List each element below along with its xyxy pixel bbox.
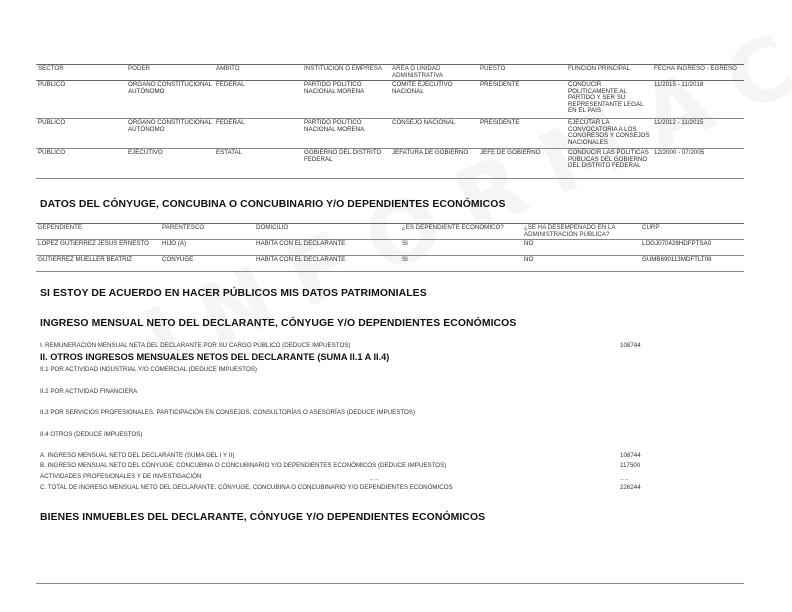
- income-line-ii2: II.2 POR ACTIVIDAD FINANCIERA: [40, 388, 138, 395]
- table-cell: GOBIERNO DEL DISTRITO FEDERAL: [302, 149, 390, 179]
- dependents-title: DATOS DEL CÓNYUGE, CONCUBINA O CONCUBINARIO Y/O DEPENDIENTES ECONÓMICOS: [40, 199, 506, 210]
- table-row: [36, 81, 744, 119]
- income-line-a-amount: 108744: [620, 452, 641, 459]
- income-line-b-amount: 117500: [620, 462, 641, 469]
- table-cell: LOGJ070428HDFPTSA0: [640, 240, 744, 256]
- positions-table: [36, 64, 744, 179]
- income-line-c-amount: 226244: [620, 484, 641, 491]
- table-row: [36, 149, 744, 179]
- header-fecha: FECHA INGRESO - EGRESO: [652, 65, 744, 81]
- table-cell: EJECUTAR LA CONVOCATORIA A LOS CONGRESOS Y CONSEJOS NACIONALES: [566, 119, 652, 149]
- table-cell: 12/2000 - 07/2005: [652, 149, 744, 179]
- income-line-ii1: II.1 POR ACTIVIDAD INDUSTRIAL Y/O COMERCIAL (DEDUCE IMPUESTOS): [40, 366, 257, 373]
- dash-mark: _ _: [370, 474, 379, 480]
- income-line-b: B. INGRESO MENSUAL NETO DEL CÓNYUGE, CONCUBINA O CONCUBINARIO Y/O DEPENDIENTES ECONÓMICOS (DEDUCE IMPUESTOS): [40, 462, 447, 469]
- table-cell: GUTIERREZ MUELLER BEATRIZ: [36, 256, 160, 272]
- header-sector: SECTOR: [36, 65, 126, 81]
- table-cell: PUBLICO: [36, 81, 126, 119]
- dependents-table: [36, 223, 744, 272]
- table-cell: PARTIDO POLITICO NACIONAL MORENA: [302, 81, 390, 119]
- income-line-c: C. TOTAL DE INGRESO MENSUAL NETO DEL DECLARANTE, CÓNYUGE, CONCUBINA O CONCUBINARIO Y/O DEPENDIENTES ECONÓMICOS: [40, 484, 453, 491]
- table-cell: CONYUGE: [160, 256, 254, 272]
- table-cell: 11/2015 - 11/2018: [652, 81, 744, 119]
- table-cell: PUBLICO: [36, 119, 126, 149]
- income-line-ii3: II.3 POR SERVICIOS PROFESIONALES, PARTICIPACIÓN EN CONSEJOS, CONSULTORÍAS O ASESORÍAS (DEDUCE IMPUESTOS): [40, 409, 415, 416]
- table-cell: PRESIDENTE: [478, 119, 566, 149]
- header-administracion-publica: ¿SE HA DESEMPEÑADO EN LA ADMINISTRACIÓN PÚBLICA?: [522, 224, 640, 240]
- table-row: [36, 256, 744, 272]
- bottom-rule: [36, 583, 744, 584]
- table-cell: JEFE DE GOBIERNO: [478, 149, 566, 179]
- header-puesto: PUESTO: [478, 65, 566, 81]
- header-funcion: FUNCIÓN PRINCIPAL: [566, 65, 652, 81]
- income-line-b2: ACTIVIDADES PROFESIONALES Y DE INVESTIGACIÓN: [40, 473, 202, 480]
- table-cell: SI: [400, 240, 522, 256]
- table-cell: HABITA CON EL DECLARANTE: [254, 256, 400, 272]
- table-cell: COMITÉ EJECUTIVO NACIONAL: [390, 81, 478, 119]
- header-parentesco: PARENTESCO: [160, 224, 254, 240]
- income-subtitle-ii: II. OTROS INGRESOS MENSUALES NETOS DEL DECLARANTE (SUMA II.1 A II.4): [40, 352, 390, 362]
- table-cell: PARTIDO POLITICO NACIONAL MORENA: [302, 119, 390, 149]
- header-domicilio: DOMICILIO: [254, 224, 400, 240]
- table-cell: LOPEZ GUTIERREZ JESUS ERNESTO: [36, 240, 160, 256]
- table-cell: GUMB690113MDFTLT08: [640, 256, 744, 272]
- properties-title: BIENES INMUEBLES DEL DECLARANTE, CÓNYUGE Y/O DEPENDIENTES ECONÓMICOS: [40, 512, 486, 523]
- table-cell: JEFATURA DE GOBIERNO: [390, 149, 478, 179]
- table-cell: HABITA CON EL DECLARANTE: [254, 240, 400, 256]
- table-cell: FEDERAL: [214, 81, 302, 119]
- table-cell: EJECUTIVO: [126, 149, 214, 179]
- table-cell: PUBLICO: [36, 149, 126, 179]
- dependents-header-row: [36, 224, 744, 240]
- table-cell: CONDUCIR LAS POLITICAS PUBLICAS DEL GOBIERNO DEL DISTRITO FEDERAL: [566, 149, 652, 179]
- income-title: INGRESO MENSUAL NETO DEL DECLARANTE, CÓNYUGE Y/O DEPENDIENTES ECONÓMICOS: [40, 318, 517, 329]
- table-row: [36, 240, 744, 256]
- table-cell: NO: [522, 256, 640, 272]
- table-cell: ÓRGANO CONSTITUCIONAL AUTÓNOMO: [126, 81, 214, 119]
- header-ambito: ÁMBITO: [214, 65, 302, 81]
- table-cell: ÓRGANO CONSTITUCIONAL AUTÓNOMO: [126, 119, 214, 149]
- table-cell: SI: [400, 256, 522, 272]
- table-cell: CONDUCIR POLITICAMENTE AL PARTIDO Y SER SU REPRESENTANTE LEGAL EN EL PAIS: [566, 81, 652, 119]
- dash-mark: _ _: [620, 474, 629, 480]
- header-poder: PODER: [126, 65, 214, 81]
- table-cell: ESTATAL: [214, 149, 302, 179]
- income-line-i-amount: 108744: [620, 342, 641, 349]
- agree-title: SI ESTOY DE ACUERDO EN HACER PÚBLICOS MIS DATOS PATRIMONIALES: [40, 288, 427, 299]
- table-cell: CONSEJO NACIONAL: [390, 119, 478, 149]
- income-line-i: I. REMUNERACIÓN MENSUAL NETA DEL DECLARANTE POR SU CARGO PÚBLICO (DEDUCE IMPUESTOS): [40, 342, 351, 349]
- table-cell: HIJO (A): [160, 240, 254, 256]
- header-dependiente: DEPENDIENTE: [36, 224, 160, 240]
- table-row: [36, 119, 744, 149]
- header-dependiente-economico: ¿ES DEPENDIENTE ECONÓMICO?: [400, 224, 522, 240]
- positions-header-row: [36, 65, 744, 81]
- header-curp: CURP: [640, 224, 744, 240]
- table-cell: 11/2012 - 11/2015: [652, 119, 744, 149]
- table-cell: FEDERAL: [214, 119, 302, 149]
- income-line-ii4: II.4 OTROS (DEDUCE IMPUESTOS): [40, 431, 143, 438]
- table-cell: PRESIDENTE: [478, 81, 566, 119]
- header-institucion: INSTITUCIÓN O EMPRESA: [302, 65, 390, 81]
- income-line-a: A. INGRESO MENSUAL NETO DEL DECLARANTE (SUMA DEL I Y II): [40, 452, 235, 459]
- table-cell: NO: [522, 240, 640, 256]
- header-area: ÁREA O UNIDAD ADMINISTRATIVA: [390, 65, 478, 81]
